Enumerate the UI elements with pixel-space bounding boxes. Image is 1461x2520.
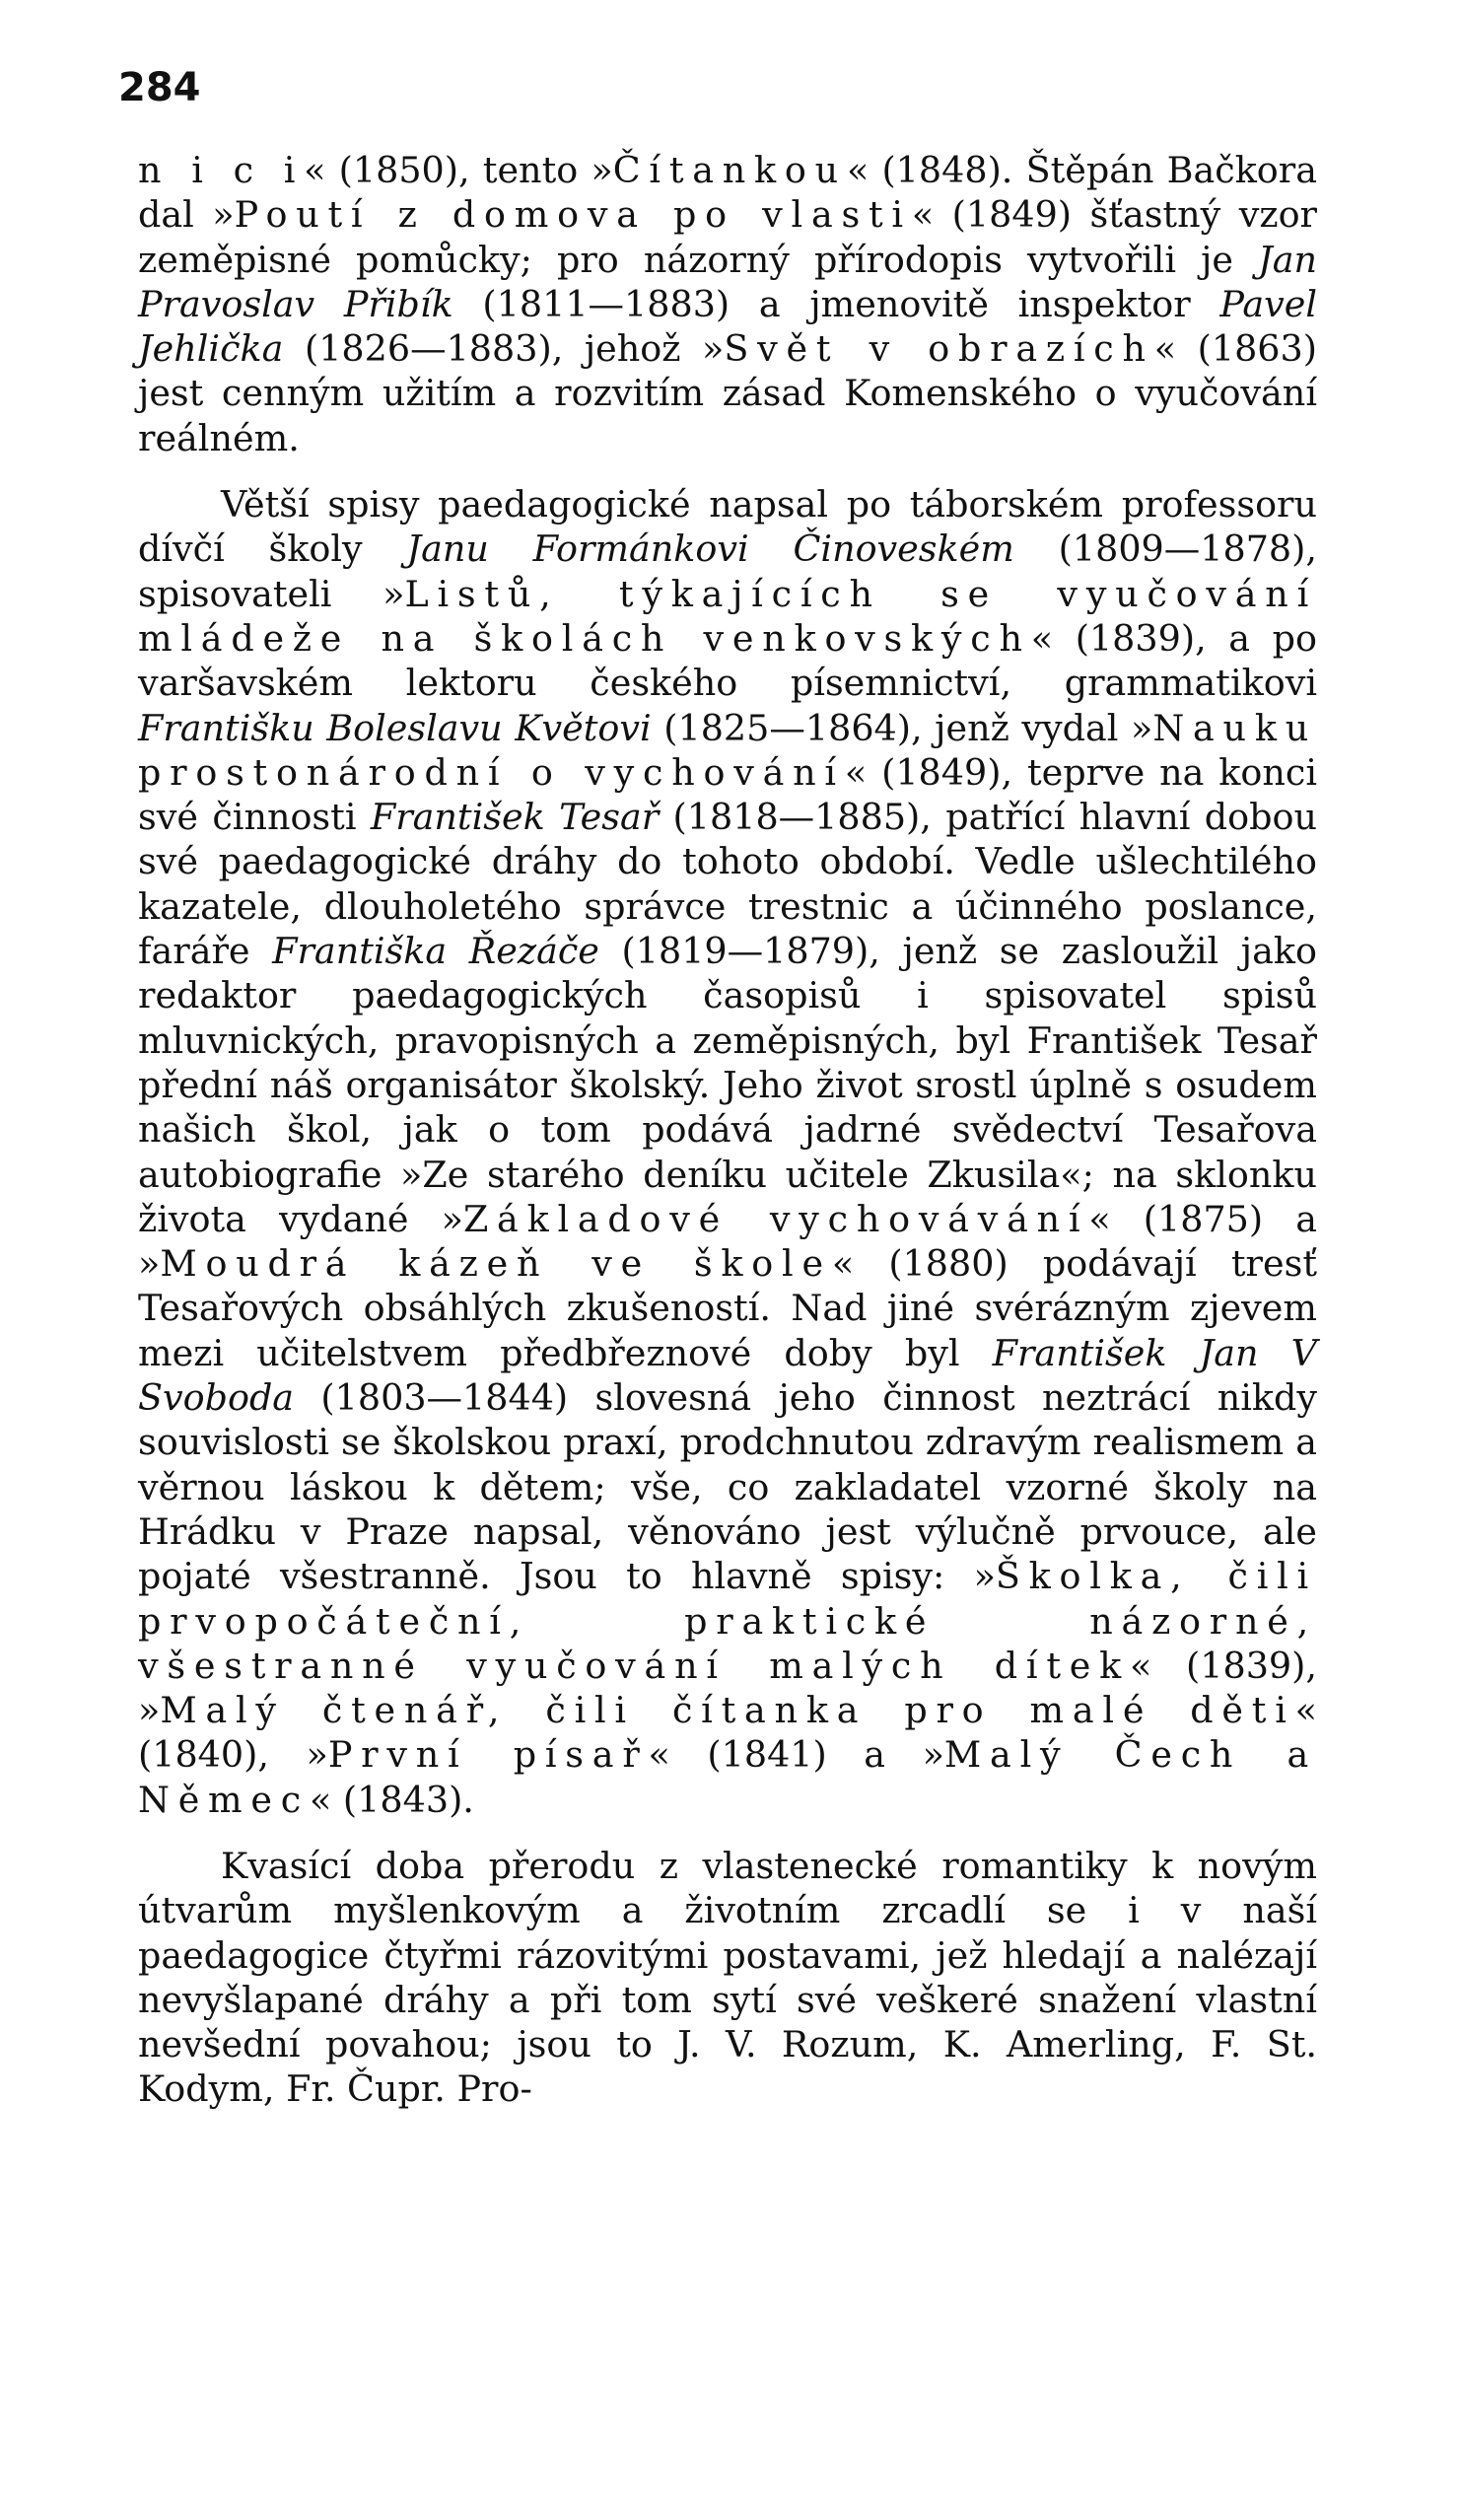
text-run: (1825—1864), jenž vydal » <box>651 706 1153 749</box>
spaced-emphasis-text: Malý čtenář, čili čítanka pro malé děti <box>160 1689 1295 1732</box>
text-run: (1803—1844) slovesná jeho činnost neztrácí nikdy souvislosti se školskou praxí, prodchnutou zdravým realismem a věrnou láskou k dětem; vše, co zakladatel vzorné školy na Hrádku v Praze napsal, věnováno jest výlučně prvouce, ale pojaté všestranně. Jsou to hlavně spisy: » <box>138 1376 1317 1598</box>
text-run: (1826—1883), jehož » <box>283 327 725 371</box>
text-run: « (1850), tento » <box>304 149 613 191</box>
text-run: (1811—1883) a jmenovitě inspektor <box>452 282 1220 325</box>
text-run: « (1840), » <box>138 1689 1317 1777</box>
text-run: Kvasící doba přerodu z vlastenecké romantiky k novým útvarům myšlenkovým a životním zrcadlí se i v naší paedagogice čtyřmi rázovitými postavami, jež hledají a nalézají nevyšlapané dráhy a při tom sytí své veškeré snažení vlastní nevšední povahou; jsou to J. V. Rozum, K. Amerling, F. St. Kodym, Fr. Čupr. Pro- <box>138 1844 1317 2111</box>
text-run: « (1880) podávají tresť Tesařových obsáhlých zkušeností. Nad jiné svérázným zjevem mezi učitelstvem předbřeznové doby byl <box>138 1242 1317 1374</box>
italic-name-text: Pavel Jehlička <box>138 282 1317 371</box>
body-text <box>138 148 1317 2112</box>
spaced-emphasis-text: Školka, čili prvopočáteční, praktické názorné, všestranné vyučování malých dítek <box>138 1555 1317 1687</box>
text-run: « (1839), » <box>138 1644 1317 1732</box>
spaced-emphasis-text: Listů, týkajících se vyučování mládeže na školách venkovských <box>138 572 1318 660</box>
text-run: « (1848). Štěpán Bačkora dal » <box>138 149 1317 237</box>
italic-name-text: František Tesař <box>370 796 660 839</box>
text-run: (1819—1879), jenž se zasloužil jako redaktor paedagogických časopisů i spisovatel spisů mluvnických, pravopisných a zeměpisných, byl František Tesař přední náš organisátor školský. Jeho život srostl úplně s osudem našich škol, jak o tom podává jadrné svědectví Tesařova autobiografie »Ze starého deníku učitele Zkusila«; na sklonku života vydané » <box>138 930 1317 1240</box>
italic-name-text: Františka Řezáče <box>272 930 599 973</box>
paragraph-3 <box>138 1844 1317 2112</box>
text-run: « (1839), a po varšavském lektoru českého písemnictví, grammatikovi <box>138 616 1317 705</box>
text-run: (1809—1878), spisovateli » <box>138 527 1317 615</box>
text-run: (1818—1885), patřící hlavní dobou své paedagogické dráhy do tohoto období. Vedle ušlechtilého kazatele, dlouholetého správce trestnic a účinného poslance, faráře <box>138 796 1317 973</box>
spaced-emphasis-text: Moudrá kázeň ve škole <box>160 1242 832 1286</box>
italic-name-text: František Jan V Svoboda <box>138 1331 1317 1420</box>
text-run: « (1849), teprve na konci své činnosti <box>138 750 1317 839</box>
text-run: « (1843). <box>310 1778 474 1821</box>
spaced-emphasis-text: Základové vychovávání <box>462 1197 1089 1240</box>
spaced-emphasis-text: n i c i <box>138 149 305 191</box>
italic-name-text: Janu Formánkovi Činoveském <box>406 527 1014 571</box>
paragraph-2 <box>138 482 1317 1822</box>
italic-name-text: Františku Boleslavu Květovi <box>138 706 652 749</box>
page-number: 284 <box>118 65 201 110</box>
text-run: Větší spisy paedagogické napsal po táborském professoru dívčí školy <box>138 483 1317 571</box>
spaced-emphasis-text: Nauku prostonárodní o vychování <box>138 706 1317 794</box>
text-run: « (1841) a » <box>648 1733 944 1777</box>
paragraph-1 <box>138 148 1317 460</box>
text-run: « (1875) a » <box>138 1197 1317 1286</box>
spaced-emphasis-text: Svět v obrazích <box>724 327 1154 371</box>
spaced-emphasis-text: Poutí z domova po vlasti <box>234 193 912 237</box>
text-run: « (1849) šťastný vzor zeměpisné pomůcky; pro názorný přírodopis vytvořili je <box>138 193 1318 281</box>
spaced-emphasis-text: První písař <box>327 1733 649 1777</box>
spaced-emphasis-text: Malý Čech a Němec <box>138 1733 1318 1821</box>
text-run: « (1863) jest cenným užitím a rozvitím zásad Komenského o vyučování reálném. <box>138 327 1317 459</box>
italic-name-text: Jan Pravoslav Přibík <box>138 238 1317 325</box>
spaced-emphasis-text: Čítankou <box>612 149 847 191</box>
